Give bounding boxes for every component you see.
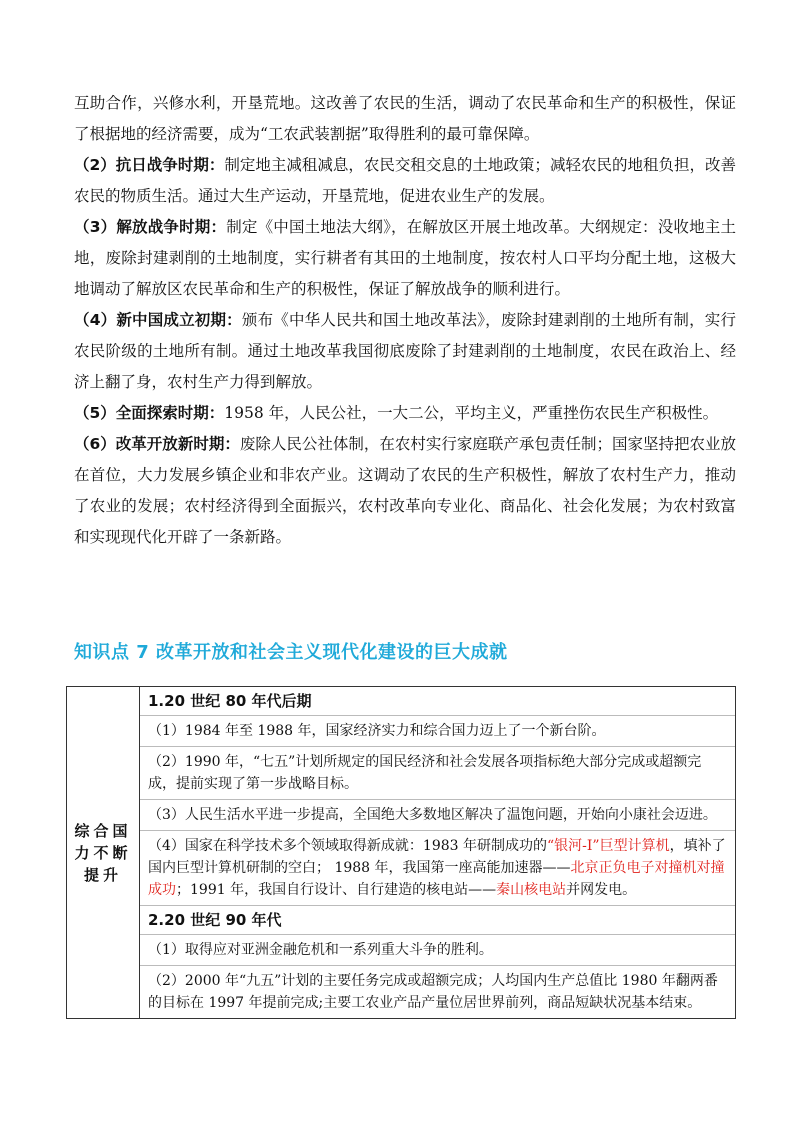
paragraph-text: 颁布《中华人民共和国土地改革法》，废除封建剥削的土地所有制，实行农民阶级的土地所有制。通过土地改革我国彻底废除了封建剥削的土地制度，农民在政治上、经济上翻了身，农村生产力得到解放。: [74, 311, 736, 391]
body-text: [74, 88, 736, 553]
list-item: [140, 966, 735, 1018]
paragraph-heading: （4）新中国成立初期：: [74, 311, 242, 329]
list-item: [140, 831, 735, 906]
group-heading: 1.20 世纪 80 年代后期: [140, 687, 735, 716]
item-text: （4）国家在科学技术多个领域取得新成就：1983 年研制成功的: [148, 838, 547, 854]
achievements-table: [66, 686, 736, 1019]
paragraph-reform-opening: [74, 429, 736, 553]
paragraph-text: 制定《中国土地法大纲》，在解放区开展土地改革。大纲规定：没收地主土地，废除封建剥削的土地制度，实行耕者有其田的土地制度，按农村人口平均分配土地，这极大地调动了解放区农民革命和生产的积极性，保证了解放战争的顺利进行。: [74, 218, 736, 298]
highlighted-term: 北京正负电子对撞机对撞成功: [148, 860, 725, 898]
paragraph-liberation-war: [74, 212, 736, 305]
paragraph-heading: （2）抗日战争时期：: [74, 156, 225, 174]
list-item: [140, 747, 735, 800]
item-text: （3）人民生活水平进一步提高，全国绝大多数地区解决了温饱问题，开始向小康社会迈进。: [148, 807, 717, 823]
item-text: （1）1984 年至 1988 年，国家经济实力和综合国力迈上了一个新台阶。: [148, 723, 606, 739]
paragraph-anti-japanese-war: [74, 150, 736, 212]
paragraph-exploration: [74, 398, 736, 429]
row-label: 综合国力不断提升: [67, 687, 140, 1019]
item-text: 并网发电。: [566, 882, 637, 898]
paragraph-heading: （5）全面探索时期：: [74, 404, 225, 422]
paragraph-text: 互助合作，兴修水利，开垦荒地。这改善了农民的生活，调动了农民革命和生产的积极性，保证了根据地的经济需要，成为“工农武装割据”取得胜利的最可靠保障。: [74, 94, 736, 143]
paragraph-text: 制定地主减租减息，农民交租交息的土地政策；减轻农民的地租负担，改善农民的物质生活。通过大生产运动，开垦荒地，促进农业生产的发展。: [74, 156, 736, 205]
list-item: [140, 800, 735, 831]
section-title: 知识点 7 改革开放和社会主义现代化建设的巨大成就: [74, 642, 508, 663]
paragraph-heading: （3）解放战争时期：: [74, 218, 227, 236]
highlighted-term: “银河-Ⅰ”巨型计算机: [547, 838, 670, 854]
table-row: [67, 687, 736, 1019]
paragraph-heading: （6）改革开放新时期：: [74, 435, 240, 453]
item-text: （2）2000 年“九五”计划的主要任务完成或超额完成；人均国内生产总值比 1980 年翻两番的目标在 1997 年提前完成;主要工农业产品产量位居世界前列，商品短缺状况基本结束。: [148, 973, 718, 1011]
paragraph-new-china: [74, 305, 736, 398]
item-text: ；1991 年，我国自行设计、自行建造的核电站——: [176, 882, 497, 898]
group-heading: 2.20 世纪 90 年代: [140, 906, 735, 935]
item-text: ，填补了国内巨型计算机研制的空白； 1988 年，我国第一座高能加速器——: [148, 838, 726, 876]
table-content-cell: [140, 687, 736, 1019]
paragraph-text: 1958 年，人民公社，一大二公，平均主义，严重挫伤农民生产积极性。: [224, 404, 719, 422]
item-text: （2）1990 年，“七五”计划所规定的国民经济和社会发展各项指标绝大部分完成或超额完成，提前实现了第一步战略目标。: [148, 754, 702, 792]
list-item: [140, 935, 735, 966]
paragraph-continuation: [74, 88, 736, 150]
paragraph-text: 废除人民公社体制，在农村实行家庭联产承包责任制；国家坚持把农业放在首位，大力发展乡镇企业和非农产业。这调动了农民的生产积极性，解放了农村生产力，推动了农业的发展；农村经济得到全面振兴，农村改革向专业化、商品化、社会化发展；为农村致富和实现现代化开辟了一条新路。: [74, 435, 736, 546]
list-item: [140, 716, 735, 747]
item-text: （1）取得应对亚洲金融危机和一系列重大斗争的胜利。: [148, 942, 493, 958]
highlighted-term: 秦山核电站: [496, 882, 567, 898]
